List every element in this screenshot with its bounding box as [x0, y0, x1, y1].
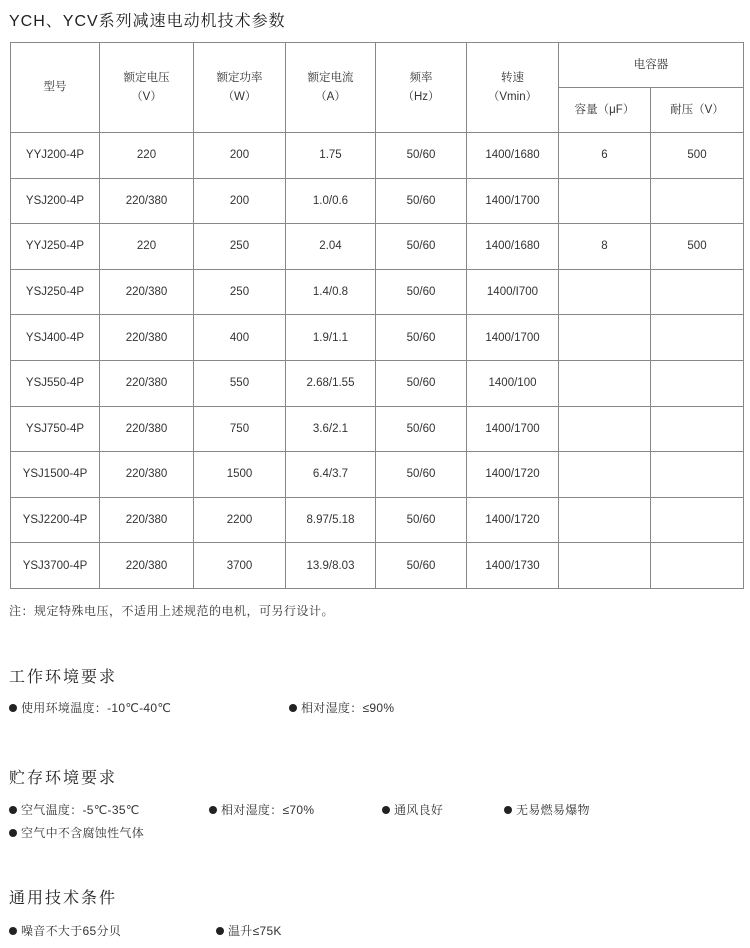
table-cell: 6.4/3.7: [286, 452, 376, 498]
table-cell: 50/60: [376, 178, 467, 224]
table-cell: 2200: [194, 497, 286, 543]
table-cell: 1.4/0.8: [286, 269, 376, 315]
table-cell: YSJ200-4P: [11, 178, 100, 224]
table-cell: [559, 406, 651, 452]
table-cell: [651, 543, 744, 589]
storage-env-title: 贮存环境要求: [9, 770, 118, 787]
table-cell: 1400/1700: [467, 178, 559, 224]
table-cell: 500: [651, 224, 744, 270]
table-cell: 6: [559, 133, 651, 179]
table-row: [11, 269, 744, 315]
table-cell: [559, 315, 651, 361]
table-cell: YYJ200-4P: [11, 133, 100, 179]
table-cell: 2.04: [286, 224, 376, 270]
table-cell: 220/380: [100, 406, 194, 452]
bullet-item: 空气中不含腐蚀性气体: [9, 824, 144, 841]
table-cell: 200: [194, 178, 286, 224]
table-cell: 1400/1680: [467, 133, 559, 179]
general-tech-title: 通用技术条件: [9, 890, 118, 907]
spec-table: [10, 42, 744, 589]
table-cell: 220: [100, 133, 194, 179]
table-cell: [651, 452, 744, 498]
bullet-item: 相对湿度：≤90%: [289, 699, 394, 716]
header-capacity: 容量（μF）: [559, 88, 651, 133]
header-withstand-voltage: 耐压（V）: [651, 88, 744, 133]
table-cell: 220/380: [100, 452, 194, 498]
table-cell: YSJ250-4P: [11, 269, 100, 315]
table-cell: 220/380: [100, 315, 194, 361]
table-cell: [651, 360, 744, 406]
table-cell: YSJ750-4P: [11, 406, 100, 452]
table-cell: 1400/1700: [467, 406, 559, 452]
bullet-dot-icon: [382, 806, 390, 814]
table-cell: 1400/100: [467, 360, 559, 406]
bullet-item: 使用环境温度：-10℃-40℃: [9, 699, 171, 716]
table-row: [11, 133, 744, 179]
table-cell: 1.9/1.1: [286, 315, 376, 361]
table-cell: 1.75: [286, 133, 376, 179]
table-cell: 50/60: [376, 269, 467, 315]
table-row: [11, 315, 744, 361]
bullet-item: 空气温度：-5℃-35℃: [9, 801, 140, 818]
table-cell: 3.6/2.1: [286, 406, 376, 452]
table-cell: 1400/I700: [467, 269, 559, 315]
table-row: [11, 178, 744, 224]
table-cell: 1500: [194, 452, 286, 498]
table-cell: 1400/1730: [467, 543, 559, 589]
table-cell: 50/60: [376, 315, 467, 361]
bullet-dot-icon: [209, 806, 217, 814]
table-cell: 220/380: [100, 497, 194, 543]
header-capacitor: 电容器: [559, 43, 744, 88]
table-cell: 1400/1720: [467, 452, 559, 498]
table-cell: [651, 315, 744, 361]
bullet-item: 无易燃易爆物: [504, 801, 590, 818]
table-cell: 550: [194, 360, 286, 406]
table-cell: 50/60: [376, 452, 467, 498]
table-cell: 1400/1720: [467, 497, 559, 543]
header-frequency: 频率 （Hz）: [376, 43, 467, 133]
table-cell: 50/60: [376, 224, 467, 270]
table-cell: [559, 269, 651, 315]
table-cell: [559, 543, 651, 589]
header-current: 额定电流 （A）: [286, 43, 376, 133]
table-cell: [559, 178, 651, 224]
table-cell: 8.97/5.18: [286, 497, 376, 543]
table-cell: [651, 406, 744, 452]
bullet-dot-icon: [289, 704, 297, 712]
table-cell: 8: [559, 224, 651, 270]
table-cell: 220/380: [100, 178, 194, 224]
bullet-dot-icon: [9, 829, 17, 837]
header-model: 型号: [11, 43, 100, 133]
table-row: [11, 452, 744, 498]
bullet-dot-icon: [9, 704, 17, 712]
table-cell: 1400/1700: [467, 315, 559, 361]
table-cell: 2.68/1.55: [286, 360, 376, 406]
bullet-dot-icon: [9, 927, 17, 935]
table-cell: [559, 360, 651, 406]
bullet-dot-icon: [216, 927, 224, 935]
page-title: YCH、YCV系列减速电动机技术参数: [9, 13, 286, 30]
table-cell: 250: [194, 224, 286, 270]
table-cell: 50/60: [376, 497, 467, 543]
table-cell: 3700: [194, 543, 286, 589]
bullet-item: 通风良好: [382, 801, 443, 818]
table-cell: 250: [194, 269, 286, 315]
table-cell: [651, 178, 744, 224]
footnote: 注：规定特殊电压，不适用上述规范的电机，可另行设计。: [9, 604, 335, 618]
table-cell: YYJ250-4P: [11, 224, 100, 270]
table-cell: 220/380: [100, 269, 194, 315]
table-cell: YSJ2200-4P: [11, 497, 100, 543]
table-cell: [651, 497, 744, 543]
bullet-dot-icon: [504, 806, 512, 814]
table-cell: 50/60: [376, 543, 467, 589]
bullet-item: 相对湿度：≤70%: [209, 801, 314, 818]
table-header-row: [11, 43, 744, 88]
table-cell: 220: [100, 224, 194, 270]
table-cell: 400: [194, 315, 286, 361]
header-speed: 转速 （Vmin）: [467, 43, 559, 133]
table-body: [11, 133, 744, 589]
table-cell: YSJ550-4P: [11, 360, 100, 406]
table-row: [11, 497, 744, 543]
table-cell: 220/380: [100, 543, 194, 589]
table-cell: [651, 269, 744, 315]
table-cell: 50/60: [376, 133, 467, 179]
table-cell: 1400/1680: [467, 224, 559, 270]
table-cell: YSJ400-4P: [11, 315, 100, 361]
table-row: [11, 224, 744, 270]
table-cell: [559, 497, 651, 543]
work-env-title: 工作环境要求: [9, 669, 118, 686]
header-voltage: 额定电压 （V）: [100, 43, 194, 133]
table-cell: 1.0/0.6: [286, 178, 376, 224]
table-cell: 750: [194, 406, 286, 452]
header-power: 额定功率 （W）: [194, 43, 286, 133]
table-cell: 50/60: [376, 360, 467, 406]
table-cell: 200: [194, 133, 286, 179]
bullet-item: 温升≤75K: [216, 922, 282, 939]
bullet-item: 噪音不大于65分贝: [9, 922, 121, 939]
table-cell: 13.9/8.03: [286, 543, 376, 589]
table-cell: 500: [651, 133, 744, 179]
table-cell: YSJ3700-4P: [11, 543, 100, 589]
table-row: [11, 360, 744, 406]
table-cell: [559, 452, 651, 498]
table-cell: 220/380: [100, 360, 194, 406]
bullet-dot-icon: [9, 806, 17, 814]
table-row: [11, 543, 744, 589]
table-row: [11, 406, 744, 452]
table-cell: 50/60: [376, 406, 467, 452]
table-cell: YSJ1500-4P: [11, 452, 100, 498]
